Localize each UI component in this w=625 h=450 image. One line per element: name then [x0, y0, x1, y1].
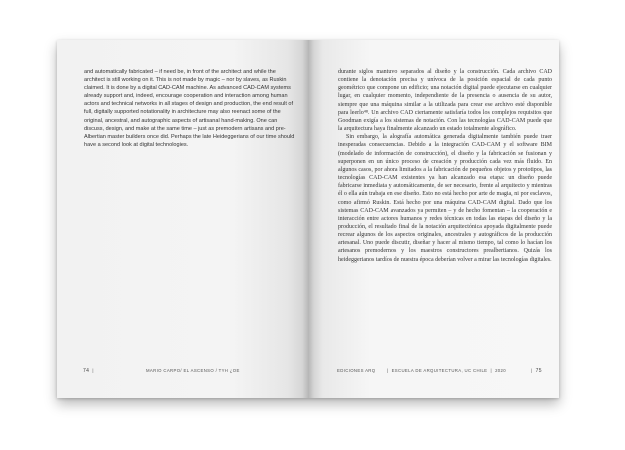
- right-footer: | ESCUELA DE ARQUITECTURA, UC CHILE | 2020: [387, 368, 507, 373]
- left-paragraph: and automatically fabricated – if need be, in front of the architect and while the architect is still working on it. This is not made by magic – nor by slaves, as Ruskin claimed. It is done by a digital CAD-CAM machine. As advanced CAD-CAM systems already support and, indeed, encourage cooperation and interaction among human actors and technical networks in all stages of design and production, the end result of full, digitally supported notationality in architecture may also reenact some of the original, ancestral, and autographic aspects of artisanal hand-making. One can discuss, design, and make at the same time – just as premodern artisans and pre-Albertian master builders once did. Perhaps the late Heideggerians of our time should have a second look at digital technologies.: [84, 69, 295, 148]
- right-page-body: [338, 68, 552, 264]
- right-page-number: 75: [535, 368, 542, 374]
- right-page-number-wrap: | 75: [531, 368, 542, 374]
- right-paragraph: durante siglos mantuvo separados al diseño y la construcción. Cada archivo CAD contiene la denotación precisa y unívoca de la posición espacial de cada punto geométrico que compone un edificio; una notación digital puede ejecutarse en cualquier lugar, en cualquier momento, independiente de la presencia o ausencia de su autor, siempre que una máquina similar a la utilizada para crear ese archivo esté disponible para leerlo⁴⁸. Un archivo CAD ciertamente satisfaría todos los complejos requisitos que Goodman exigía a los sistemas de notación. Con las tecnologías CAD-CAM puede que la arquitectura haya finalmente alcanzado un estado totalmente alográfico.: [338, 69, 552, 133]
- left-running-head: MARIO CARPO/ EL ASCENSO / TYH ¿OE: [146, 368, 240, 373]
- left-page-number: 74: [83, 368, 90, 374]
- right-footer-publisher: EDICIONES ARQ: [337, 368, 376, 373]
- left-footer: 74 |: [83, 368, 94, 374]
- right-footer-year: 2020: [495, 368, 507, 373]
- book-spread: [57, 40, 559, 398]
- right-running-head: ESCUELA DE ARQUITECTURA, UC CHILE: [391, 368, 488, 373]
- right-paragraph: Sin embargo, la alografía automática generada digitalmente también puede traer inesperadas consecuencias. Debido a la integración CAD-CAM y el software BIM (modelado de información de construcción), el diseño y la fabricación se fusionan y superponen en un único proceso de creación y producción cada vez más fluido. En algunos casos, por ahora limitados a la fabricación de pequeños objetos y prototipos, las tecnologías CAD-CAM existentes ya han alcanzado esa etapa: un diseño puede fabricarse inmediata y automáticamente, de ser necesario, frente al arquitecto y mientras él o ella aún trabaja en ese diseño. Esto no está hecho por arte de magia, ni por esclavos, como afirmó Ruskin. Está hecho por una máquina CAD-CAM digital. Dado que los sistemas CAD-CAM avanzados ya permiten – y de hecho fomentan – la cooperación e interacción entre actores humanos y redes técnicas en todas las etapas del diseño y la producción, el resultado final de la notación arquitectónica apoyada digitalmente puede recrear algunos de los aspectos originales, ancestrales y autográficos de la producción artesanal. Uno puede discutir, diseñar y hacer al mismo tiempo, tal como lo hacían los artesanos premodernos y los maestros constructores prealbertianos. Quizás los heideggerianos tardíos de nuestra época deberían volver a mirar las tecnologías digitales.: [338, 134, 552, 263]
- left-page-body: [84, 68, 298, 149]
- book-gutter: [302, 40, 314, 398]
